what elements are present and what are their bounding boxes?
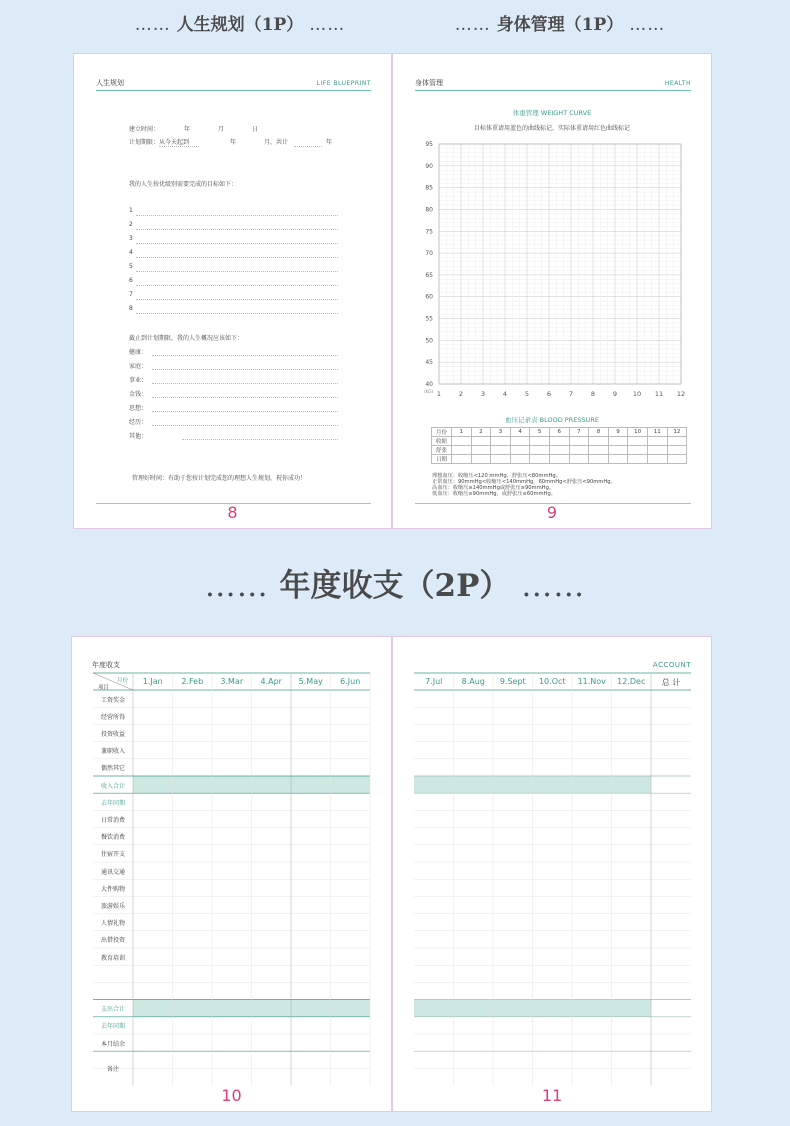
- goal-number: 6: [129, 277, 133, 284]
- goal-number: 7: [129, 291, 133, 298]
- month-header: 5.May: [298, 677, 323, 686]
- bp-cell[interactable]: [530, 446, 550, 455]
- row-label: 本月结余: [100, 1040, 125, 1048]
- row-label: 去年同期: [100, 1023, 125, 1031]
- month-header: 9.Sept: [499, 677, 526, 686]
- bp-month-header: 5: [530, 428, 550, 437]
- status-label: 经历：: [129, 419, 148, 426]
- bp-cell[interactable]: [491, 446, 511, 455]
- y-tick-label: 55: [425, 315, 433, 323]
- month-header: 2.Feb: [181, 677, 204, 686]
- y-tick-label: 75: [425, 228, 433, 236]
- bp-table: [431, 427, 687, 464]
- bp-cell[interactable]: [549, 437, 569, 446]
- month-header: 11.Nov: [577, 677, 606, 686]
- row-label: 日常消费: [100, 817, 125, 824]
- page-life-plan: [73, 53, 392, 529]
- bp-row: [432, 428, 687, 437]
- bp-cell[interactable]: [608, 446, 628, 455]
- bp-cell[interactable]: [667, 446, 687, 455]
- row-label: 住宿开支: [100, 851, 125, 859]
- goals-intro: 我的人生按优级别需要完成的目标如下：: [129, 181, 238, 188]
- period-year-label: 年: [230, 139, 237, 146]
- section-label: 身体管理（1P）: [496, 15, 624, 35]
- bp-cell[interactable]: [569, 437, 589, 446]
- goal-line[interactable]: [136, 243, 338, 244]
- status-label: 家庭：: [129, 363, 148, 370]
- y-tick-label: 80: [425, 206, 433, 214]
- bp-cell[interactable]: [569, 455, 589, 464]
- x-tick-label: 2: [458, 390, 464, 398]
- page-annual-right: [392, 636, 712, 1112]
- dots-right: ……: [521, 568, 586, 604]
- bp-cell[interactable]: [471, 446, 491, 455]
- page-number: 8: [227, 503, 238, 522]
- period-total-blank[interactable]: [294, 146, 322, 147]
- bp-cell[interactable]: [589, 437, 609, 446]
- bp-month-header: 3: [491, 428, 511, 437]
- x-tick-label: 5: [524, 390, 530, 398]
- page-header-english: ACCOUNT: [652, 661, 691, 669]
- status-line[interactable]: [152, 383, 338, 384]
- bp-row: [432, 437, 687, 446]
- bp-cell[interactable]: [471, 455, 491, 464]
- bp-cell[interactable]: [589, 446, 609, 455]
- y-tick-label: 90: [425, 162, 433, 170]
- month-header: 12.Dec: [617, 677, 646, 686]
- goal-line[interactable]: [136, 299, 338, 300]
- status-line[interactable]: [152, 355, 338, 356]
- bp-cell[interactable]: [647, 446, 667, 455]
- bp-row-label: 收缩: [432, 437, 452, 446]
- status-intro: 截止到计划期限，我的人生概况应该如下：: [129, 335, 244, 342]
- x-tick-label: 7: [568, 390, 574, 398]
- bp-cell[interactable]: [647, 455, 667, 464]
- y-tick-label: 95: [425, 141, 433, 148]
- page-number: 10: [221, 1086, 242, 1105]
- goal-number: 4: [129, 249, 133, 256]
- corner-item: 项目: [98, 685, 110, 691]
- row-label: 经营所得: [100, 713, 125, 721]
- status-line[interactable]: [152, 411, 338, 412]
- bp-month-header: 6: [549, 428, 569, 437]
- row-label: 偶然其它: [100, 765, 125, 773]
- bp-month-header: 11: [647, 428, 667, 437]
- goal-line[interactable]: [136, 285, 338, 286]
- page-header-english: HEALTH: [664, 80, 691, 87]
- x-tick-label: 1: [436, 390, 442, 398]
- month-header: 4.Apr: [260, 677, 282, 686]
- bp-cell[interactable]: [491, 455, 511, 464]
- bp-cell[interactable]: [471, 437, 491, 446]
- goal-line[interactable]: [136, 313, 338, 314]
- row-label: 旅游娱乐: [100, 903, 125, 910]
- status-label: 其他：: [129, 433, 148, 440]
- x-tick-label: 6: [546, 390, 552, 398]
- plot-frame: [439, 144, 681, 384]
- est-time-label: 建立时间：: [129, 126, 160, 133]
- period-total-year-label: 年: [326, 139, 333, 146]
- x-tick-label: 9: [612, 390, 618, 398]
- section-title-annual: [0, 560, 790, 605]
- y-tick-label: 40: [425, 381, 433, 388]
- bp-cell[interactable]: [667, 455, 687, 464]
- bp-month-header: 4: [510, 428, 530, 437]
- x-tick-label: 10: [632, 390, 642, 398]
- month-header: 3.Mar: [220, 677, 244, 686]
- bp-row-label: 月份: [432, 428, 452, 437]
- page-header-title: 年度收支: [92, 661, 120, 669]
- dots-right: ……: [629, 15, 666, 35]
- bp-row: [432, 446, 687, 455]
- row-label: 备注: [106, 1066, 119, 1074]
- row-label: 工资奖金: [100, 696, 125, 704]
- bp-month-header: 12: [667, 428, 687, 437]
- bp-cell[interactable]: [608, 455, 628, 464]
- month-header: 6.Jun: [340, 677, 361, 686]
- month-header: 1.Jan: [142, 677, 163, 686]
- month-header: 10.Oct: [538, 677, 566, 686]
- row-label: 收入合计: [100, 782, 125, 790]
- y-tick-label: 50: [425, 337, 433, 345]
- y-tick-label: 60: [425, 293, 433, 301]
- dots-left: ……: [204, 568, 269, 604]
- goal-line[interactable]: [136, 257, 338, 258]
- bp-cell[interactable]: [510, 455, 530, 464]
- year-label: 年: [184, 126, 191, 133]
- row-label: 教育培训: [100, 954, 125, 962]
- dots-right: ……: [309, 15, 346, 35]
- bp-cell[interactable]: [510, 446, 530, 455]
- bp-month-header: 2: [471, 428, 491, 437]
- x-tick-label: 4: [502, 390, 508, 398]
- y-tick-label: 65: [425, 271, 433, 279]
- dots-left: ……: [454, 15, 491, 35]
- bp-cell[interactable]: [510, 437, 530, 446]
- month-label: 月: [218, 126, 225, 133]
- goal-line[interactable]: [136, 271, 338, 272]
- bp-cell[interactable]: [647, 437, 667, 446]
- bp-note: 低血压：收缩压≤90mmHg，或舒张压≤60mmHg。: [432, 491, 556, 497]
- x-tick-label: 12: [676, 390, 686, 398]
- row-label: 去年同期: [100, 799, 125, 807]
- y-tick-label: 70: [425, 250, 433, 258]
- bp-cell[interactable]: [608, 437, 628, 446]
- bp-row-label: 日期: [432, 455, 452, 464]
- goal-line[interactable]: [136, 215, 338, 216]
- bp-note: 正常血压：90mmHg<收缩压<140mmHg，60mmHg<舒张压<90mmHg。: [432, 479, 616, 485]
- bp-cell[interactable]: [549, 446, 569, 455]
- bp-cell[interactable]: [530, 437, 550, 446]
- bp-cell[interactable]: [667, 437, 687, 446]
- x-tick-label: 8: [590, 390, 596, 398]
- total-header: 总 计: [661, 678, 681, 687]
- page-health: [392, 53, 712, 529]
- bp-cell[interactable]: [628, 446, 648, 455]
- bp-cell[interactable]: [452, 446, 472, 455]
- section-title-life-plan: [90, 10, 390, 35]
- status-label: 事业：: [129, 377, 148, 384]
- bp-cell[interactable]: [452, 437, 472, 446]
- x-tick-label: 3: [480, 390, 486, 398]
- bp-row: [432, 455, 687, 464]
- row-label: 投资收益: [100, 731, 125, 738]
- bp-cell[interactable]: [530, 455, 550, 464]
- row-label: 人情礼物: [100, 920, 125, 928]
- goal-number: 5: [129, 263, 133, 270]
- y-unit-label: (KG): [424, 389, 433, 394]
- bp-note: 高血压：收缩压≥140mmHg或舒张压≥90mmHg。: [432, 485, 555, 491]
- bp-cell[interactable]: [589, 455, 609, 464]
- goal-number: 2: [129, 221, 133, 228]
- page-number: 11: [541, 1086, 563, 1105]
- period-month-label: 月，共计: [264, 139, 289, 146]
- bp-month-header: 7: [569, 428, 589, 437]
- row-label: 兼职收入: [100, 748, 125, 756]
- page-annual-left: [71, 636, 392, 1112]
- section-label: 人生规划（1P）: [176, 15, 304, 35]
- page-header-title: 身体管理: [415, 79, 443, 87]
- row-label: 大件购物: [100, 885, 125, 893]
- status-line[interactable]: [152, 397, 338, 398]
- day-label: 日: [252, 126, 259, 133]
- weight-chart-title: 体重管理 WEIGHT CURVE: [512, 109, 592, 117]
- page-header-english: LIFE BLUEPRINT: [316, 80, 371, 87]
- goal-number: 1: [129, 207, 133, 214]
- period-blank[interactable]: [159, 146, 199, 147]
- bp-month-header: 9: [608, 428, 628, 437]
- header-divider: [96, 90, 371, 91]
- bp-cell[interactable]: [491, 437, 511, 446]
- goal-line[interactable]: [136, 229, 338, 230]
- bp-title: 血压记录表 BLOOD PRESSURE: [505, 416, 599, 424]
- bp-cell[interactable]: [452, 455, 472, 464]
- section-title-health: [410, 10, 710, 35]
- bp-month-header: 8: [589, 428, 609, 437]
- page-header-title: 人生规划: [96, 79, 124, 87]
- bp-month-header: 10: [628, 428, 648, 437]
- bp-cell[interactable]: [569, 446, 589, 455]
- status-line[interactable]: [182, 439, 338, 440]
- month-header: 7.Jul: [425, 677, 443, 686]
- bp-note: 理想血压：收缩压<120 mmHg，舒张压<80mmHg。: [432, 473, 561, 479]
- y-tick-label: 85: [425, 184, 433, 192]
- x-tick-label: 11: [654, 390, 664, 398]
- account-grid-right: [393, 637, 712, 1112]
- page-number: 9: [546, 503, 558, 522]
- goal-number: 8: [129, 305, 133, 312]
- row-label: 支出合计: [100, 1006, 125, 1014]
- bp-month-header: 1: [452, 428, 472, 437]
- bp-row-label: 舒张: [432, 446, 452, 455]
- corner-month: 月份: [117, 678, 129, 684]
- y-tick-label: 45: [425, 359, 433, 367]
- closing-text: 管理好时间：有助于您按计划完成您的理想人生规划，祝你成功！: [132, 475, 307, 482]
- status-line[interactable]: [152, 425, 338, 426]
- status-label: 健康：: [129, 349, 148, 356]
- status-label: 思想：: [129, 405, 148, 412]
- status-line[interactable]: [152, 369, 338, 370]
- weight-chart-subtitle: 目标体重请用蓝色的曲线标记，实际体重请用红色曲线标记: [473, 125, 630, 132]
- bp-cell[interactable]: [549, 455, 569, 464]
- row-label: 通讯交通: [100, 868, 125, 876]
- month-header: 8.Aug: [461, 677, 485, 686]
- status-label: 金钱：: [129, 391, 148, 398]
- header-divider: [415, 90, 691, 91]
- row-label: 出借投资: [100, 937, 125, 945]
- goal-number: 3: [129, 235, 133, 242]
- section-label: 年度收支（2P）: [279, 568, 511, 604]
- period-label: 计划期限：从今天起到: [129, 139, 190, 146]
- row-label: 餐饮消费: [100, 834, 125, 842]
- bp-cell[interactable]: [628, 455, 648, 464]
- dots-left: ……: [134, 15, 171, 35]
- bp-cell[interactable]: [628, 437, 648, 446]
